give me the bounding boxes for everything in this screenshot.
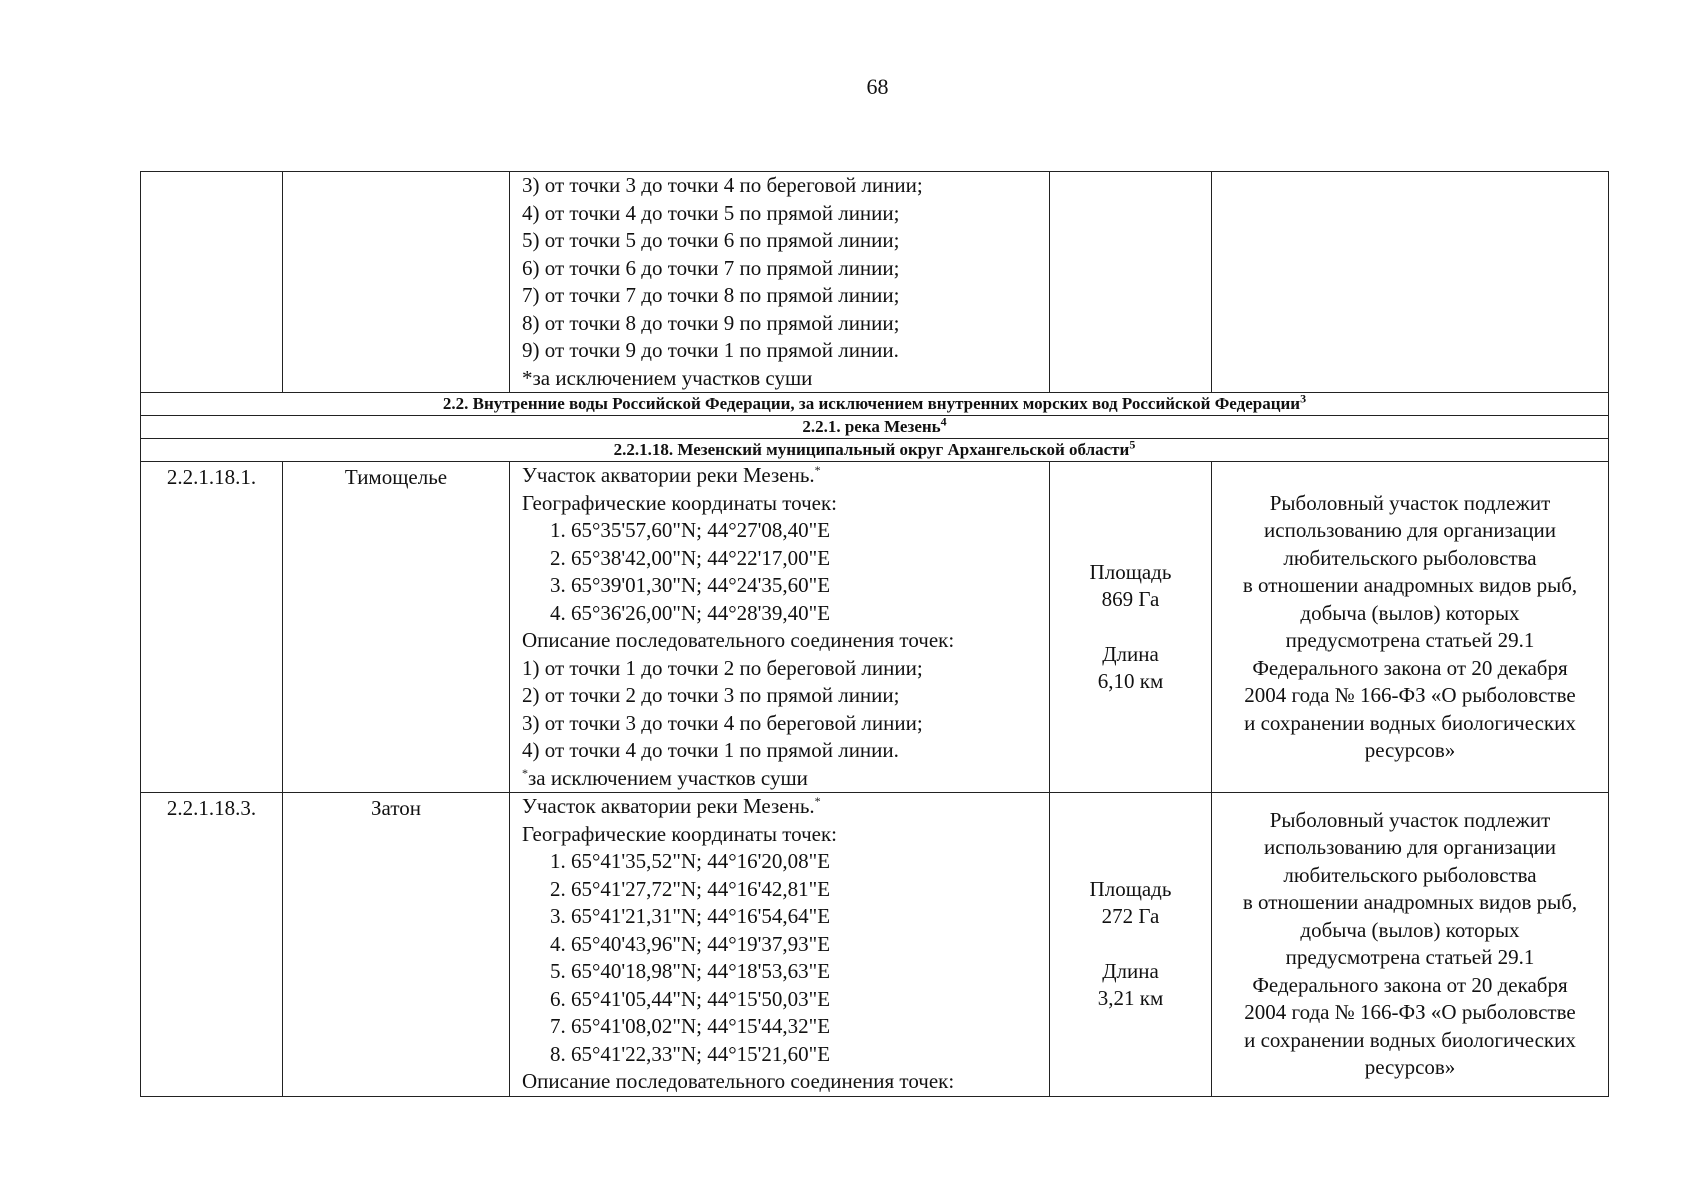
length-label: Длина: [1102, 958, 1159, 983]
coordinate-item: 3. 65°39'01,30"N; 44°24'35,60"E: [550, 573, 831, 597]
empty-number-cell: [141, 172, 283, 393]
footnote-line: *за исключением участков суши: [522, 365, 813, 390]
description-line: 5) от точки 5 до точки 6 по прямой линии;: [522, 228, 900, 252]
note-line: любительского рыболовства: [1283, 862, 1537, 887]
description-line: 6) от точки 6 до точки 7 по прямой линии;: [522, 255, 900, 280]
note-line: в отношении анадромных видов рыб,: [1242, 890, 1578, 915]
note-line: ресурсов»: [1364, 1055, 1456, 1080]
coordinate-item: 1. 65°41'35,52"N; 44°16'20,08"E: [550, 849, 831, 873]
description-title: Участок акватории реки Мезень.*: [522, 794, 821, 818]
description-line: 7) от точки 7 до точки 8 по прямой линии;: [522, 283, 900, 307]
note-line: и сохранении водных биологических: [1244, 710, 1576, 735]
connection-line: 3) от точки 3 до точки 4 по береговой линии;: [522, 710, 923, 735]
coordinate-item: 6. 65°41'05,44"N; 44°15'50,03"E: [550, 986, 831, 1011]
note-line: Рыболовный участок подлежит: [1269, 490, 1551, 515]
connection-label: Описание последовательного соединения точек:: [522, 628, 955, 652]
note-line: любительского рыболовства: [1283, 545, 1537, 570]
note-line: Федерального закона от 20 декабря: [1252, 655, 1568, 680]
coords-label: Географические координаты точек:: [522, 490, 837, 515]
district-header: 2.2.1.18. Мезенский муниципальный округ Архангельской области$^5$: [141, 439, 1609, 462]
area-size: [1050, 793, 1212, 1097]
coordinate-item: 4. 65°36'26,00"N; 44°28'39,40"E: [550, 600, 831, 625]
empty-name-cell: [283, 172, 510, 393]
note-line: ресурсов»: [1364, 738, 1456, 762]
note-line: использованию для организации: [1264, 835, 1556, 860]
coordinate-item: 5. 65°40'18,98"N; 44°18'53,63"E: [550, 959, 831, 983]
empty-note-cell: [1212, 172, 1609, 393]
fishing-areas-table: [140, 171, 1609, 1097]
subsection-header: 2.2.1. река Мезень$^4$: [141, 416, 1609, 439]
subsection-header-row: [141, 416, 1609, 439]
description-line: 3) от точки 3 до точки 4 по береговой линии;: [522, 173, 923, 197]
coords-label: Географические координаты точек:: [522, 821, 837, 846]
area-size: [1050, 462, 1212, 793]
area-description: [510, 462, 1050, 793]
description-line: 8) от точки 8 до точки 9 по прямой линии;: [522, 310, 900, 335]
area-value: 272 Га: [1101, 904, 1160, 929]
note-line: добыча (вылов) которых: [1300, 917, 1520, 942]
note-line: использованию для организации: [1264, 518, 1556, 542]
continuation-row: [141, 172, 1609, 393]
connection-line: 4) от точки 4 до точки 1 по прямой линии.: [522, 738, 899, 762]
note-line: и сохранении водных биологических: [1244, 1027, 1576, 1052]
section-header-row: [141, 393, 1609, 416]
area-value: 869 Га: [1101, 587, 1160, 611]
length-value: 3,21 км: [1097, 986, 1164, 1011]
area-number: 2.2.1.18.1.: [141, 462, 283, 793]
length-label: Длина: [1102, 641, 1159, 666]
coordinate-item: 1. 65°35'57,60"N; 44°27'08,40"E: [550, 518, 831, 542]
empty-size-cell: [1050, 172, 1212, 393]
note-line: 2004 года № 166-ФЗ «О рыболовстве: [1244, 683, 1576, 707]
district-header-row: [141, 439, 1609, 462]
area-description: [510, 793, 1050, 1097]
note-line: Рыболовный участок подлежит: [1269, 807, 1551, 832]
area-label: Площадь: [1089, 876, 1172, 901]
note-line: предусмотрена статьей 29.1: [1285, 628, 1535, 652]
note-line: Федерального закона от 20 декабря: [1252, 972, 1568, 997]
area-name: Затон: [283, 793, 510, 1097]
coordinate-item: 3. 65°41'21,31"N; 44°16'54,64"E: [550, 904, 831, 928]
coordinate-item: 2. 65°38'42,00"N; 44°22'17,00"E: [550, 545, 831, 570]
area-number: 2.2.1.18.3.: [141, 793, 283, 1097]
connection-line: 2) от точки 2 до точки 3 по прямой линии;: [522, 683, 900, 707]
length-value: 6,10 км: [1097, 669, 1164, 693]
coordinate-item: 8. 65°41'22,33"N; 44°15'21,60"E: [550, 1041, 831, 1066]
area-note: [1212, 793, 1609, 1097]
footnote-line: *за исключением участков суши: [522, 765, 808, 790]
connection-line: 1) от точки 1 до точки 2 по береговой линии;: [522, 655, 923, 680]
coordinate-item: 7. 65°41'08,02"N; 44°15'44,32"E: [550, 1014, 831, 1038]
connection-label: Описание последовательного соединения точек:: [522, 1069, 955, 1093]
description-title: Участок акватории реки Мезень.*: [522, 463, 821, 487]
table-row: [141, 462, 1609, 793]
table-row: [141, 793, 1609, 1097]
page-number: 68: [866, 74, 889, 99]
continuation-description: [510, 172, 1050, 393]
note-line: добыча (вылов) которых: [1300, 600, 1520, 625]
area-label: Площадь: [1089, 559, 1172, 584]
coordinate-item: 2. 65°41'27,72"N; 44°16'42,81"E: [550, 876, 831, 901]
coordinate-item: 4. 65°40'43,96"N; 44°19'37,93"E: [550, 931, 831, 956]
area-name: Тимощелье: [283, 462, 510, 793]
description-line: 4) от точки 4 до точки 5 по прямой линии;: [522, 200, 900, 225]
description-line: 9) от точки 9 до точки 1 по прямой линии.: [522, 338, 899, 362]
section-header: 2.2. Внутренние воды Российской Федерации, за исключением внутренних морских вод Российской Федерации$^3$: [141, 393, 1609, 416]
note-line: предусмотрена статьей 29.1: [1285, 945, 1535, 970]
note-line: в отношении анадромных видов рыб,: [1242, 573, 1578, 597]
note-line: 2004 года № 166-ФЗ «О рыболовстве: [1244, 1000, 1576, 1025]
area-note: [1212, 462, 1609, 793]
